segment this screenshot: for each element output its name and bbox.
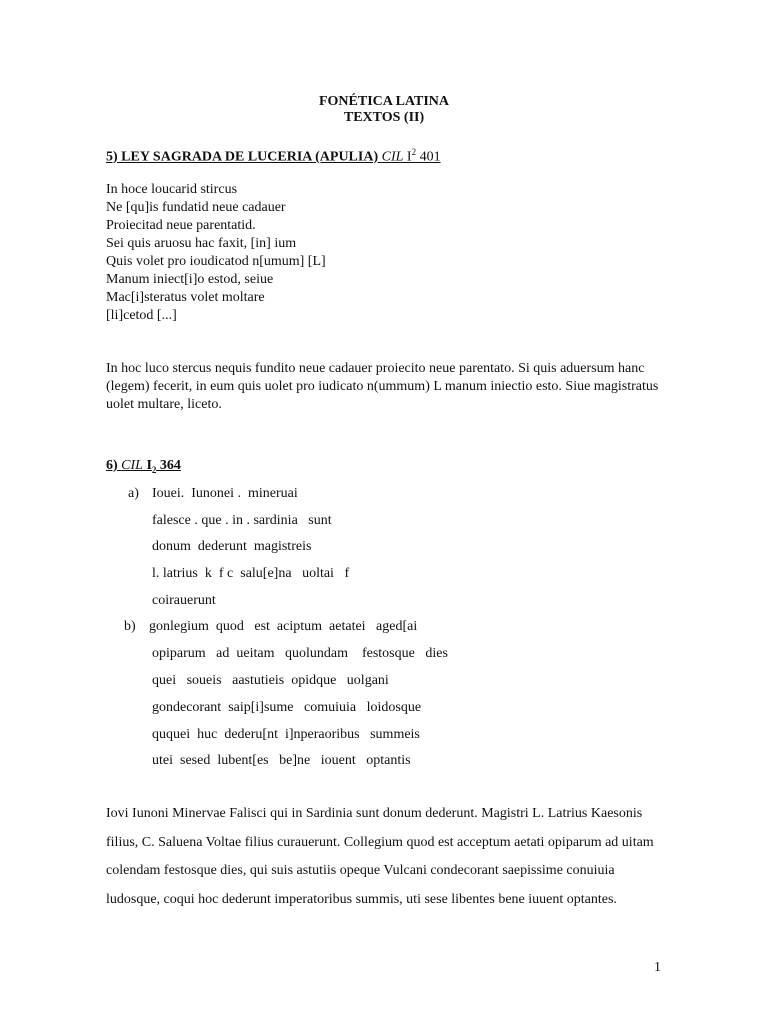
inscription-line: opiparum ad ueitam quolundam festosque dies (152, 646, 448, 661)
inscription-line: Proiecitad neue parentatid. (106, 218, 256, 233)
inscription-line: Sei quis aruosu hac faxit, [in] ium (106, 236, 297, 251)
inscription-line: Manum iniect[i]o estod, seiue (106, 272, 274, 287)
section-6-number: 364 (156, 458, 181, 473)
section-5-cil: CIL (381, 149, 404, 165)
section-5-number: 401 (416, 149, 441, 165)
inscription-line: Iouei. Iunonei . mineruai (152, 486, 298, 501)
list-marker-b: b) (124, 619, 136, 634)
inscription-line: donum dederunt magistreis (152, 539, 312, 554)
section-5-heading (106, 147, 441, 166)
inscription-line: coirauerunt (152, 593, 216, 608)
inscription-line: quei soueis aastutieis opidque uolgani (152, 673, 389, 688)
section-6-volume: I (142, 458, 152, 473)
inscription-line: gonlegium quod est aciptum aetatei aged[ai (149, 619, 418, 634)
inscription-line: gondecorant saip[i]sume comuiuia loidosque (152, 700, 422, 715)
inscription-line: [li]cetod [...] (106, 308, 177, 323)
section-5-translation: In hoc luco stercus nequis fundito neue cadauer proiecito neue parentato. Si quis aduersum hanc (legem) fecerit, in eum quis uolet pro iudicato n(ummum) L manum iniectio esto. Siue magistratus uolet multare, liceto. (106, 361, 659, 412)
inscription-line: Mac[i]steratus volet moltare (106, 290, 265, 305)
inscription-line: l. latrius k f c salu[e]na uoltai f (152, 566, 350, 581)
section-6-heading (106, 458, 181, 475)
section-5-inscription (106, 181, 326, 325)
section-6-volume-sub: 2 (151, 464, 157, 475)
inscription-line: utei sesed lubent[es be]ne iouent optantis (152, 753, 411, 768)
section-6-heading-prefix: 6) (106, 458, 122, 473)
document-subtitle: TEXTOS (II) (343, 110, 425, 125)
inscription-line: ququei huc dederu[nt i]nperaoribus summeis (152, 727, 420, 742)
inscription-line: In hoce loucarid stircus (106, 182, 238, 197)
section-5-heading-text: 5) LEY SAGRADA DE LUCERIA (APULIA) (106, 149, 382, 165)
inscription-line: Ne [qu]is fundatid neue cadauer (106, 200, 286, 215)
inscription-line: falesce . que . in . sardinia sunt (152, 513, 332, 528)
section-6-cil: CIL (121, 458, 143, 473)
section-5-volume: I (403, 149, 412, 165)
page-number: 1 (654, 960, 661, 975)
list-marker-a: a) (128, 486, 139, 501)
section-6-translation: Iovi Iunoni Minervae Falisci qui in Sardinia sunt donum dederunt. Magistri L. Latrius Kaesonis filius, C. Saluena Voltae filius curauerunt. Collegium quod est acceptum aetati opiparum ad uitam colendam festosque dies, qui suis astutiis opeque Vulcani condecorant saepissime conuiuia ludosque, coqui hoc dederunt imperatoribus summis, uti sese libentes bene iuuent optantes. (106, 806, 654, 907)
document-title: FONÉTICA LATINA (318, 94, 450, 109)
inscription-line: Quis volet pro ioudicatod n[umum] [L] (106, 254, 326, 269)
section-5-volume-sup: 2 (411, 147, 417, 157)
